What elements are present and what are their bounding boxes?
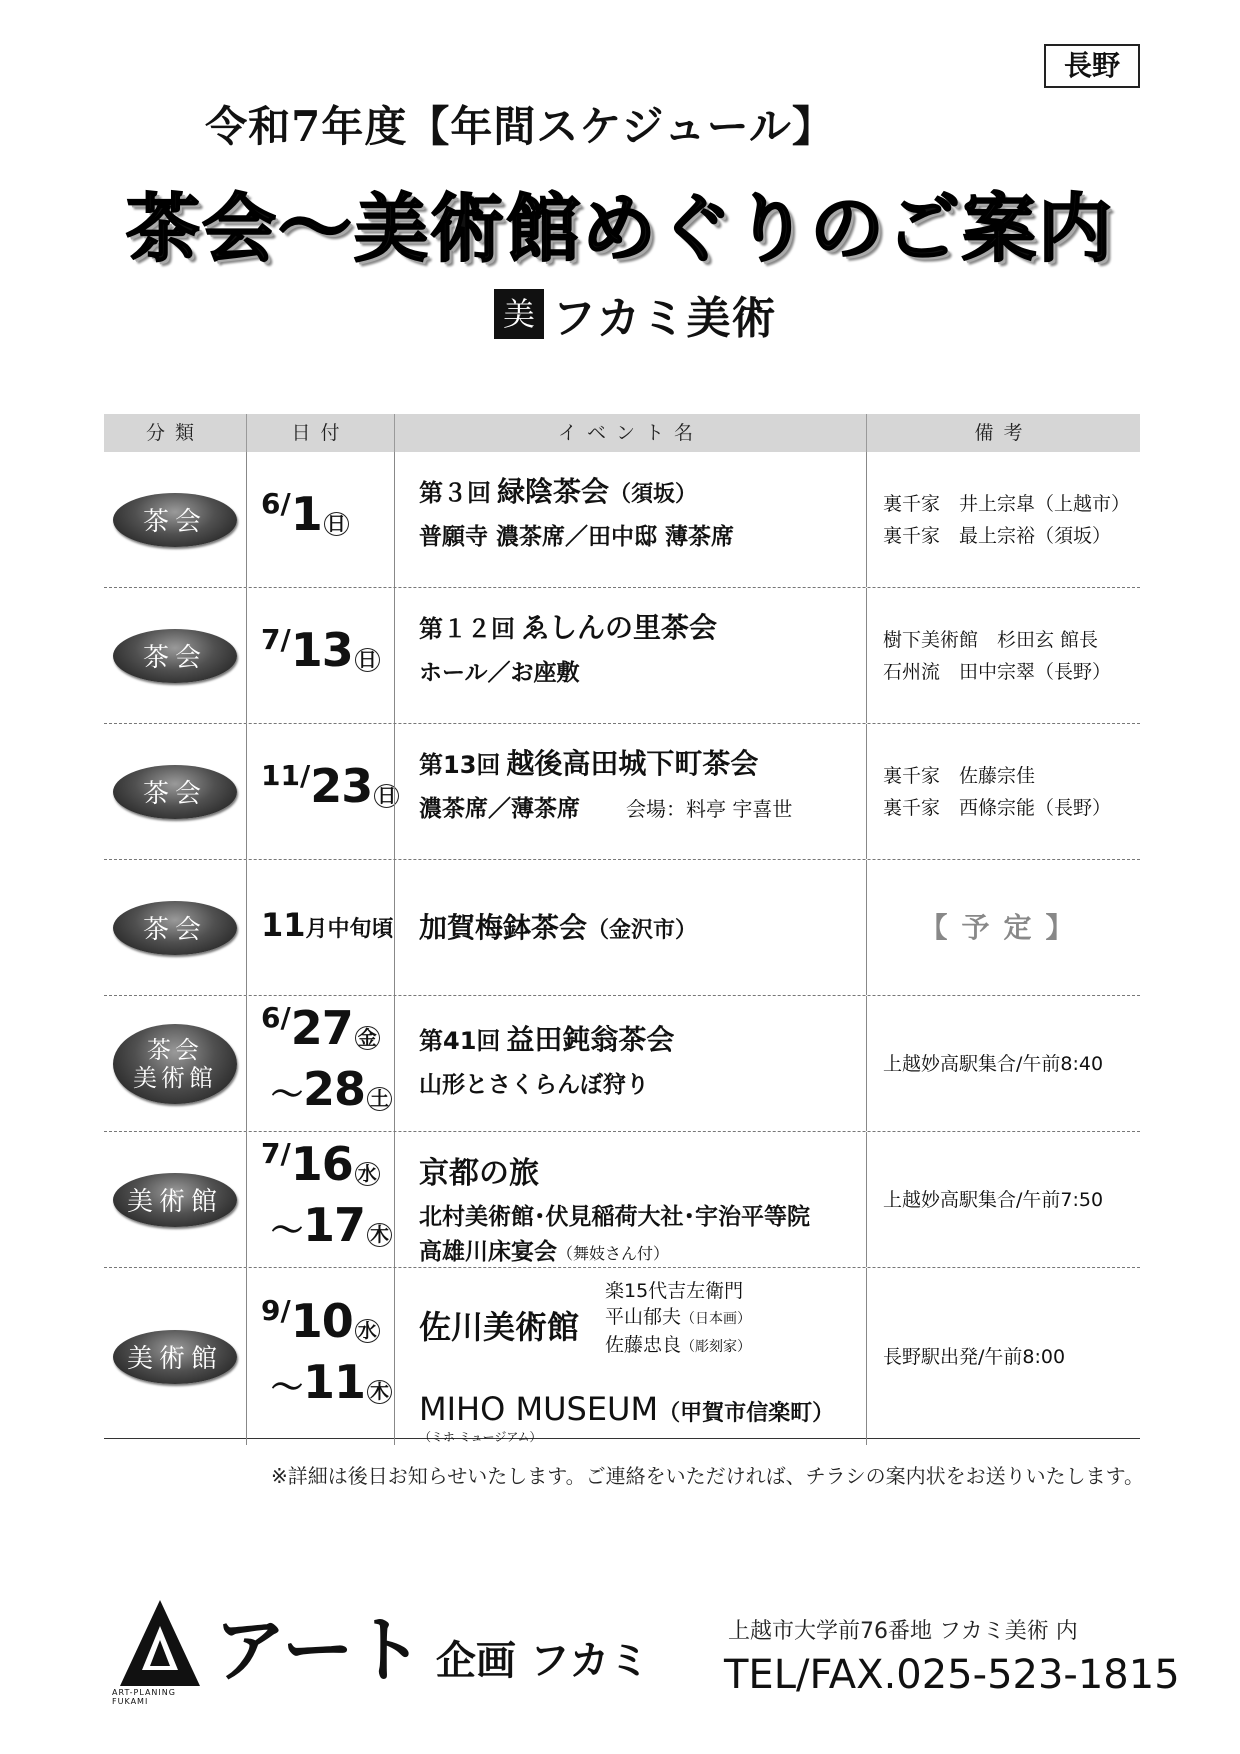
category-badge: 茶会	[113, 901, 237, 955]
event-notes: 上越妙高駅集合/午前7:50	[866, 1132, 1140, 1267]
table-row	[104, 452, 1140, 588]
category-badge: 茶会	[113, 493, 237, 547]
brand-logo	[494, 286, 777, 342]
brand-name: フカミ美術	[552, 293, 777, 344]
event-date: 6/1 日	[246, 452, 394, 587]
table-row	[104, 588, 1140, 724]
event-date: 6/27 金 ～28 土	[246, 996, 394, 1131]
event-info: 第１２回 ゑしんの里茶会 ホール／お座敷	[394, 588, 866, 723]
header-category: 分類	[145, 422, 204, 444]
artist-list: 楽15代吉左衛門 平山郁夫（日本画） 佐藤忠良（彫刻家）	[605, 1280, 752, 1356]
company-phone: TEL/FAX.025-523-1815	[724, 1652, 1180, 1698]
event-date: 11/23 日	[246, 724, 394, 859]
category-badge: 茶会 美術館	[113, 1024, 237, 1104]
table-row	[104, 1268, 1140, 1444]
category-badge: 茶会	[113, 765, 237, 819]
event-info: 佐川美術館 楽15代吉左衛門 平山郁夫（日本画） 佐藤忠良（彫刻家） MIHO MUSEUM（甲賀市信楽町） （ミホ ミュージアム）	[394, 1268, 866, 1445]
header-event: イベント名	[394, 414, 866, 452]
event-info: 第３回 緑陰茶会（須坂） 普願寺 濃茶席／田中邸 薄茶席	[394, 452, 866, 587]
footer-logo	[112, 1600, 650, 1706]
company-logo-subtext: 企画 フカミ	[435, 1638, 650, 1684]
event-date: 9/10 水 ～11 木	[246, 1268, 394, 1445]
company-address: 上越市大学前76番地 フカミ美術 内	[728, 1619, 1078, 1644]
event-info: 第41回 益田鈍翁茶会 山形とさくらんぼ狩り	[394, 996, 866, 1131]
table-row	[104, 860, 1140, 996]
category-badge: 茶会	[113, 629, 237, 683]
event-date: 7/16 水 ～17 木	[246, 1132, 394, 1267]
event-notes: 長野駅出発/午前8:00	[866, 1268, 1140, 1445]
company-logo-text: アート	[214, 1608, 422, 1692]
table-header	[104, 414, 1140, 452]
footnote: ※詳細は後日お知らせいたします。ご連絡をいただければ、チラシの案内状をお送りいたします。	[271, 1464, 1144, 1488]
category-badge: 美術館	[113, 1330, 237, 1384]
event-notes: 【予定】	[866, 860, 1140, 995]
table-row	[104, 996, 1140, 1132]
brand-badge-icon: 美	[494, 289, 544, 339]
event-notes: 樹下美術館 杉田玄 館長 石州流 田中宗翠（長野）	[866, 588, 1140, 723]
header-notes: 備考	[866, 414, 1140, 452]
event-info: 京都の旅 北村美術館･伏見稲荷大社･宇治平等院 高雄川床宴会（舞妓さん付）	[394, 1132, 866, 1267]
event-notes: 裏千家 佐藤宗佳 裏千家 西條宗能（長野）	[866, 724, 1140, 859]
event-info: 加賀梅鉢茶会（金沢市）	[394, 860, 866, 995]
table-row	[104, 724, 1140, 860]
header-date: 日付	[246, 414, 394, 452]
region-tag: 長野	[1044, 44, 1140, 88]
event-date: 7/13 日	[246, 588, 394, 723]
event-info: 第13回 越後高田城下町茶会 濃茶席／薄茶席 会場：料亭 宇喜世	[394, 724, 866, 859]
category-badge: 美術館	[113, 1173, 237, 1227]
mountain-logo-icon: ART-PLANING FUKAMI	[120, 1600, 200, 1690]
table-row	[104, 1132, 1140, 1268]
event-notes: 裏千家 井上宗皐（上越市） 裏千家 最上宗裕（須坂）	[866, 452, 1140, 587]
event-date: 11月中旬頃	[246, 860, 394, 995]
page-subtitle: 令和7年度【年間スケジュール】	[205, 102, 835, 151]
event-notes: 上越妙高駅集合/午前8:40	[866, 996, 1140, 1131]
schedule-table	[104, 414, 1140, 1444]
page-title: 茶会～美術館めぐりのご案内	[126, 186, 1114, 272]
